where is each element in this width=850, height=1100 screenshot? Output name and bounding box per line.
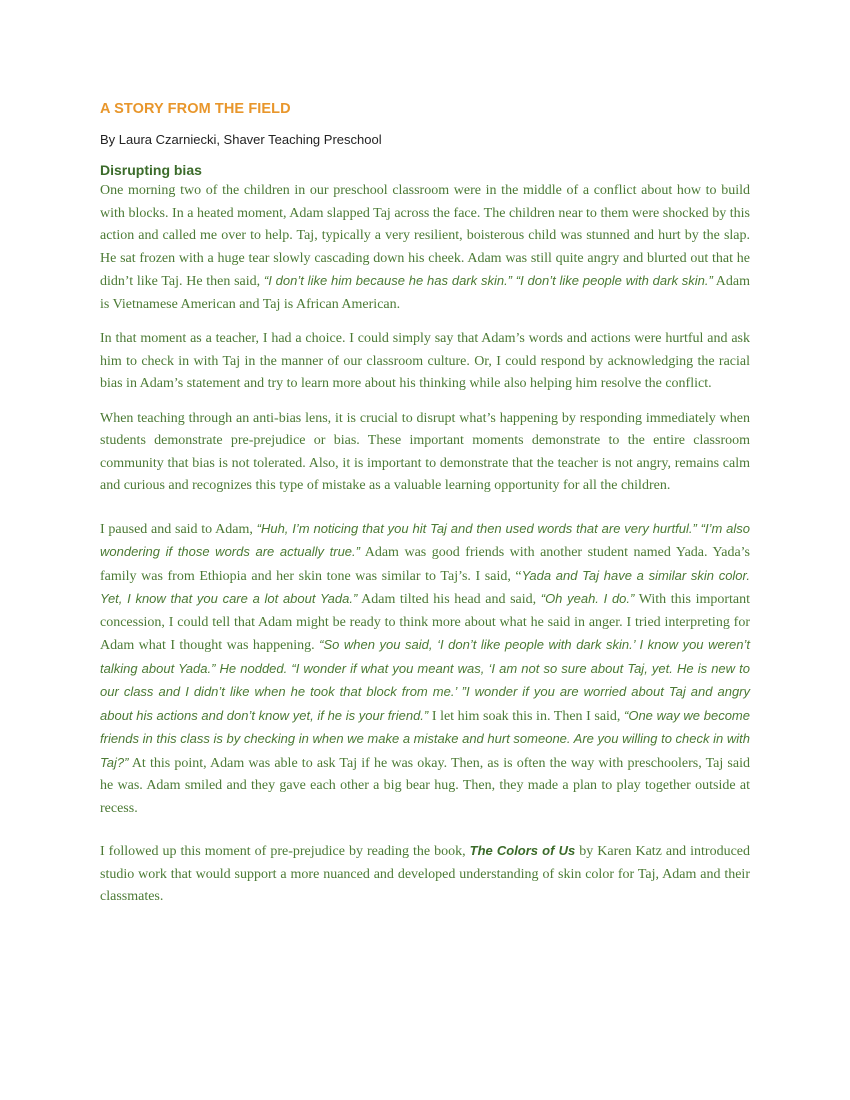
quoted-speech: “Oh yeah. I do.”	[540, 591, 635, 606]
text-run: I let him soak this in. Then I said,	[428, 708, 625, 724]
quoted-speech: Yada and Taj have a similar skin color. Yet, I know that you care a lot about Yada.”	[100, 567, 750, 606]
section-label: A STORY FROM THE FIELD	[100, 101, 291, 117]
text-run: Adam tilted his head and said,	[357, 592, 541, 607]
paragraph-choice: In that moment as a teacher, I had a choice. I could simply say that Adam’s words and actions were hurtful and ask him to check in with Taj in the manner of our classroom culture. Or, I could respond by acknowledging the racial bias in Adam’s statement and try to learn more about his thinking while also helping him resolve the conflict.	[100, 331, 750, 391]
text-run: Adam was good friends with another student named Yada. Yada’s family was from Ethiopia and her skin tone was similar to Taj’s. I said, “	[100, 545, 750, 584]
quoted-speech: “Huh, I’m noticing that you hit Taj and then used words that are very hurtful.” “I’m also wondering if those words are actually true.”	[100, 520, 750, 559]
byline: By Laura Czarniecki, Shaver Teaching Preschool	[100, 132, 382, 147]
text-run: Adam is Vietnamese American and Taj is African American.	[100, 274, 751, 312]
quoted-speech: “So when you said, ‘I don’t like people with dark skin.’ I know you weren’t talking about Yada.” He nodded. “I wonder if what you meant was, ‘I am not so sure about Taj, yet. He is new to our class and I didn’t like when he took that block from me.’ ”I wonder if you are worried about Taj and angry about his actions and don’t know yet, if he is your friend.”	[100, 637, 750, 723]
paragraph-follow-up	[100, 840, 750, 909]
quoted-speech: “I don’t like people with dark skin.”	[515, 273, 713, 288]
text-run: At this point, Adam was able to ask Taj if he was okay. Then, as is often the way with preschoolers, Taj said he was. Adam smiled and they gave each other a big bear hug. Then, they made a plan to play together outside at recess.	[100, 755, 750, 816]
subheading: Disrupting bias	[100, 162, 202, 178]
quoted-speech: “One way we become friends in this class is by checking in when we make a mistake and hurt someone. Are you willing to check in with Taj?”	[100, 707, 750, 770]
text-run: by Karen Katz and introduced studio work that would support a more nuanced and developed understanding of skin color for Taj, Adam and their classmates.	[100, 844, 751, 904]
text-run: One morning two of the children in our preschool classroom were in the middle of a conflict about how to build with blocks. In a heated moment, Adam slapped Taj across the face. The children near to them were shocked by this action and called me over to help. Taj, typically a very resilient, boisterous child was stunned and hurt by the slap. He sat frozen with a huge tear slowly cascading down his cheek. Adam was still quite angry and blurted out that he didn’t like Taj. He then said,	[100, 183, 750, 289]
paragraph-anti-bias-lens: When teaching through an anti-bias lens, it is crucial to disrupt what’s happening by responding immediately when students demonstrate pre-prejudice or bias. These important moments demonstrate to the entire classroom community that bias is not tolerated. Also, it is important to demonstrate that the teacher is not angry, remains calm and curious and recognizes this type of mistake as a valuable learning opportunity for all the children.	[100, 410, 750, 493]
paragraph-conflict	[100, 180, 750, 316]
quoted-speech: “I don’t like him because he has dark skin.”	[263, 273, 513, 288]
book-title: The Colors of Us	[469, 843, 576, 858]
text-run: I paused and said to Adam,	[100, 521, 257, 537]
document-page	[100, 98, 750, 909]
paragraph-dialogue	[100, 518, 750, 821]
text-run: With this important concession, I could tell that Adam might be ready to think more about what he said in anger. I tried interpreting for Adam what I thought was happening.	[100, 592, 750, 653]
text-run: I followed up this moment of pre-prejudice by reading the book,	[100, 844, 470, 859]
